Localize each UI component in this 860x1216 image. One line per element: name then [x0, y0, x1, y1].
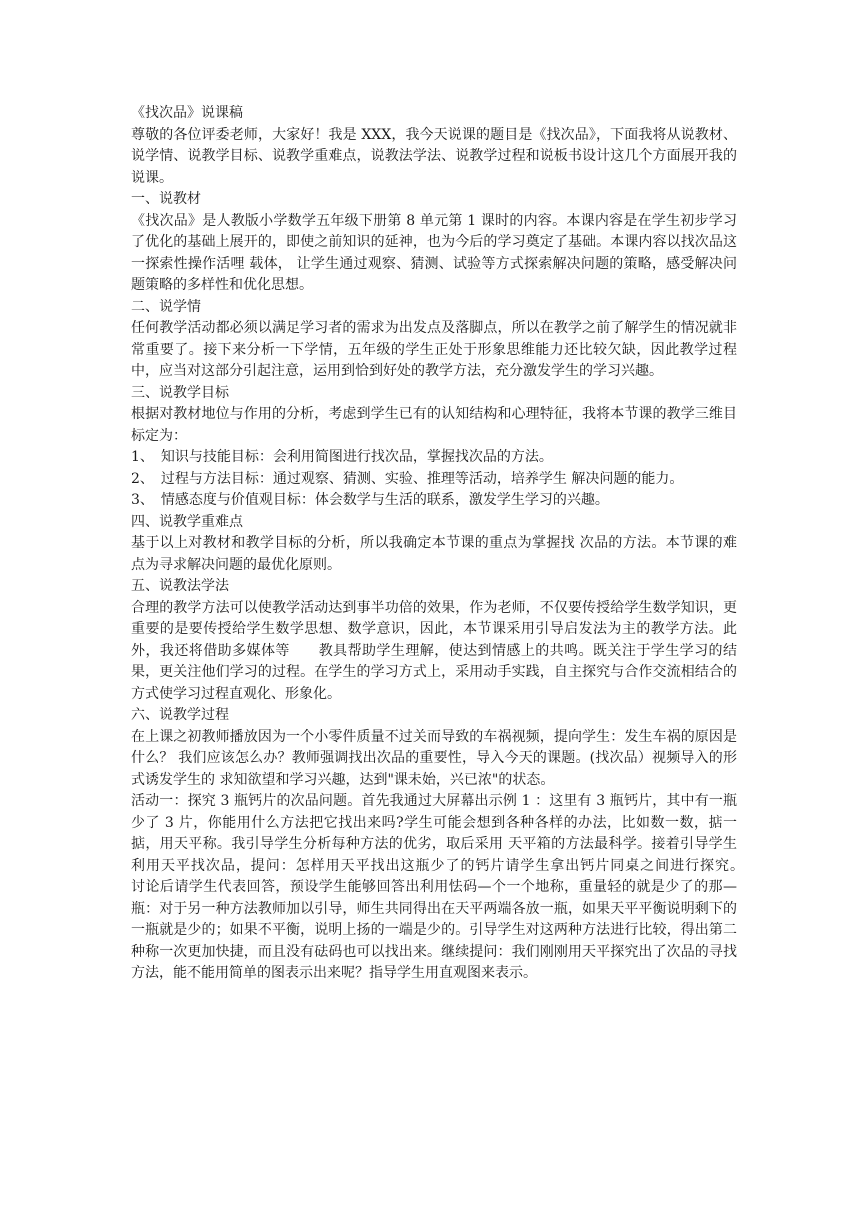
objective-item: 3、 情感态度与价值观目标：体会数学与生活的联系，激发学生学习的兴趣。 — [131, 492, 609, 508]
document-body — [131, 103, 765, 985]
section-heading-methods: 五、说教法学法 — [131, 578, 229, 594]
section-process-paragraph: 在上课之初教师播放因为一个小零件质量不过关而导致的车祸视频，提向学生：发生车祸的原因是什么？ 我们应该怎么办？教师强调找出次品的重要性，导入今天的课题。(找次品）视频导入的形式诱发学生的 求知欲望和学习兴趣，达到"课未始，兴已浓"的状态。 — [131, 728, 737, 788]
section-heading-objectives: 三、说教学目标 — [131, 384, 229, 401]
section-process-paragraph: 活动一：探究 3 瓶钙片的次品问题。首先我通过大屏幕出示例 1 ：这里有 3 瓶钙片，其中有一瓶少了 3 片，你能用什么方法把它找出来吗?学生可能会想到各种各样的办法，比如数一数，掂一掂，用天平称。我引导学生分析每种方法的优劣，取后采用 天平箱的方法最科学。接着引导学生利用天平找次品，提问：怎样用天平找出这瓶少了的钙片请学生拿出钙片同桌之间进行探究。 讨论后请学生代表回答，预设学生能够回答出利用怯码—个一个地称，重量轻的就是少了的那—瓶：对于另一种方法教师加以引导，师生共同得出在天平两端各放一瓶，如果天平平衡说明剩下的一瓶就是少的；如果不平衡，说明上扬的一端是少的。引导学生对这两种方法进行比较，得出第二种称一次更加快捷，而且没有砝码也可以找出来。继续提问：我们刚刚用天平探究出了次品的寻找方法，能不能用简单的图表示出来呢？指导学生用直观图来表示。 — [131, 793, 765, 981]
section-heading-key-points: 四、说教学重难点 — [131, 513, 243, 530]
objective-item: 1、 知识与技能目标：会利用简图进行找次品，掌握找次品的方法。 — [131, 449, 553, 465]
section-methods-paragraph: 合理的教学方法可以使教学活动达到事半功倍的效果，作为老师，不仅要传授给学生数学知识，更重要的是要传授给学生数学思想、数学意识，因此，本节课采用引导启发法为主的教学方法。此外，我还将借助多媒体等 教具帮助学生理解，使达到情感上的共鸣。既关注于学生学习的结果，更关注他们学习的过程。在学生的学习方式上，采用动手实践，自主探究与合作交流相结合的方式使学习过程直观化、形象化。 — [131, 599, 737, 702]
section-objectives-paragraph: 根据对教材地位与作用的分析，考虑到学生已有的认知结构和心理特征，我将本节课的教学三维目标定为： — [131, 406, 737, 444]
objective-item: 2、 过程与方法目标：通过观察、猜测、实验、推理等活动，培养学生 解决问题的能力。 — [131, 470, 684, 487]
section-heading-textbook: 一、说教材 — [131, 191, 201, 207]
document-title: 《找次品》说课稿 — [131, 105, 243, 121]
section-heading-process: 六、说教学过程 — [131, 707, 229, 723]
section-heading-learners: 二、说学情 — [131, 298, 201, 315]
section-key-points-paragraph: 基于以上对教材和教学目标的分析，所以我确定本节课的重点为掌握找 次品的方法。本节课的难点为寻求解决问题的最优化原则。 — [131, 535, 737, 573]
section-textbook-paragraph: 《找次品》是人教版小学数学五年级下册第 8 单元第 1 课时的内容。本课内容是在学生初步学习了优化的基础上展开的，即使之前知识的延神，也为今后的学习奠定了基础。本课内容以找次品这一探索性操作活哩 载体， 让学生通过观察、猜测、试验等方式探索解决问题的策略，感受解决问题策略的多样性和优化思想。 — [131, 212, 737, 293]
section-learners-paragraph: 任何教学活动都必须以满足学习者的需求为出发点及落脚点，所以在教学之前了解学生的情况就非常重要了。接下来分析一下学情，五年级的学生正处于形象思维能力还比较欠缺，因此教学过程中，应当对这部分引起注意，运用到恰到好处的教学方法，充分激发学生的学习兴趣。 — [131, 320, 737, 379]
intro-paragraph: 尊敬的各位评委老师，大家好！我是 XXX，我今天说课的题目是《找次品》，下面我将从说教材、说学情、说教学目标、说教学重难点，说教法学法、说教学过程和说板书设计这几个方面展开我的说课。 — [131, 126, 737, 186]
